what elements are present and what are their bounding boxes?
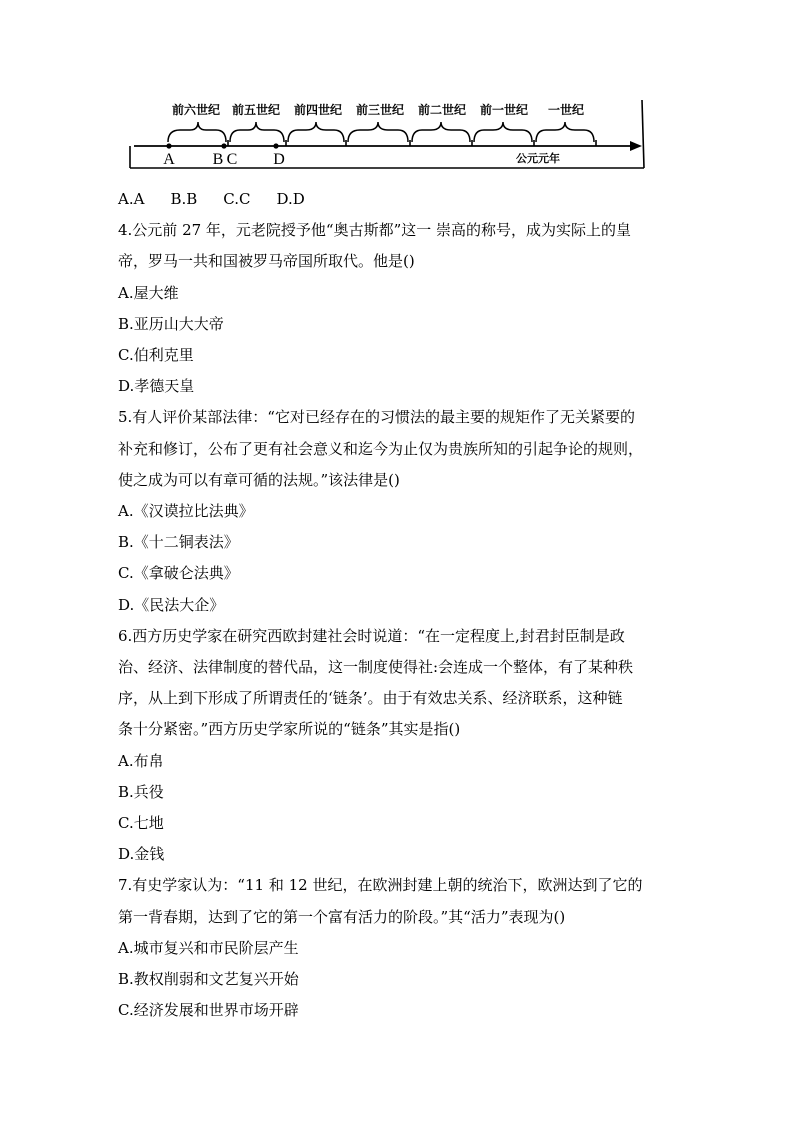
q5-option-a[interactable]: A.《汉谟拉比法典》 bbox=[118, 502, 254, 521]
question-6 bbox=[118, 621, 688, 871]
point-label-d: D bbox=[273, 151, 285, 168]
century-label: 前四世纪 bbox=[293, 103, 343, 117]
q4-option-a[interactable]: A.屋大维 bbox=[118, 283, 179, 302]
q6-stem-line: 治、经济、法律制度的替代品，这一制度使得社:会连成一个整体，有了某种秩 bbox=[118, 658, 634, 677]
century-label: 前六世纪 bbox=[171, 103, 221, 117]
q3-option-d[interactable]: D.D bbox=[276, 190, 305, 208]
q5-stem-line: 5.有人评价某部法律：“它对已经存在的习惯法的最主要的规矩作了无关紧要的 bbox=[118, 408, 635, 427]
q6-option-b[interactable]: B.兵役 bbox=[118, 782, 164, 801]
q7-option-a[interactable]: A.城市复兴和市民阶层产生 bbox=[118, 938, 299, 957]
q6-option-c[interactable]: C.七地 bbox=[118, 814, 164, 833]
q5-stem-line: 补充和修订，公布了更有社会意义和迄今为止仅为贵族所知的引起争论的规则， bbox=[118, 439, 644, 458]
q6-option-a[interactable]: A.布帛 bbox=[118, 751, 164, 770]
question-7 bbox=[118, 870, 688, 1026]
question-4 bbox=[118, 215, 688, 402]
question-5 bbox=[118, 402, 688, 620]
q3-option-c[interactable]: C.C bbox=[223, 190, 251, 208]
q7-option-c[interactable]: C.经济发展和世界市场开辟 bbox=[118, 1001, 299, 1020]
arrow-head-icon bbox=[630, 141, 642, 151]
q4-stem-line: 帝，罗马一共和国被罗马帝国所取代。他是() bbox=[118, 252, 415, 271]
q3-option-a[interactable]: A.A bbox=[118, 190, 145, 208]
q4-option-d[interactable]: D.孝德天皇 bbox=[118, 377, 195, 396]
q5-option-d[interactable]: D.《民法大企》 bbox=[118, 595, 225, 614]
q5-stem-line: 使之成为可以有章可循的法规。”该法律是() bbox=[118, 470, 400, 489]
q5-option-b[interactable]: B.《十二铜表法》 bbox=[118, 533, 239, 552]
century-label: 前五世纪 bbox=[231, 103, 281, 117]
origin-label: 公元元年 bbox=[516, 152, 560, 165]
century-label: 前三世纪 bbox=[355, 103, 405, 117]
question-text bbox=[118, 184, 688, 1026]
q4-stem-line: 4.公元前 27 年，元老院授予他“奥古斯都”这一 崇高的称号，成为实际上的皇 bbox=[118, 221, 632, 240]
century-label: 一世纪 bbox=[547, 103, 585, 117]
q6-stem-line: 6.西方历史学家在研究西欧封建社会时说道：“在一定程度上,封君封臣制是政 bbox=[118, 626, 625, 645]
q5-option-c[interactable]: C.《拿破仑法典》 bbox=[118, 564, 239, 583]
point-label-c: C bbox=[226, 151, 238, 168]
timeline-figure bbox=[128, 94, 648, 174]
q7-option-b[interactable]: B.教权削弱和文艺复兴开始 bbox=[118, 970, 299, 989]
q7-stem-line: 第一背春期，达到了它的第一个富有活力的阶段。”其“活力”表现为() bbox=[118, 907, 566, 926]
point-label-a: A bbox=[163, 151, 175, 168]
q3-option-b[interactable]: B.B bbox=[170, 190, 198, 208]
century-label: 前一世纪 bbox=[479, 103, 529, 117]
century-label: 前二世纪 bbox=[417, 103, 467, 117]
q3-options bbox=[118, 184, 688, 215]
q4-option-c[interactable]: C.伯利克里 bbox=[118, 346, 194, 365]
point-label-b: B bbox=[212, 151, 224, 168]
q7-stem-line: 7.有史学家认为：“11 和 12 世纪，在欧洲封建上朝的统治下，欧洲达到了它的 bbox=[118, 876, 643, 895]
q6-stem-line: 序，从上到下形成了所谓责任的‘链条’。由于有效忠关系、经济联系，这种链 bbox=[118, 689, 623, 708]
q6-stem-line: 条十分紧密。”西方历史学家所说的“链条”其实是指() bbox=[118, 720, 461, 739]
q4-option-b[interactable]: B.亚历山大大帝 bbox=[118, 314, 224, 333]
q6-option-d[interactable]: D.金钱 bbox=[118, 845, 165, 864]
